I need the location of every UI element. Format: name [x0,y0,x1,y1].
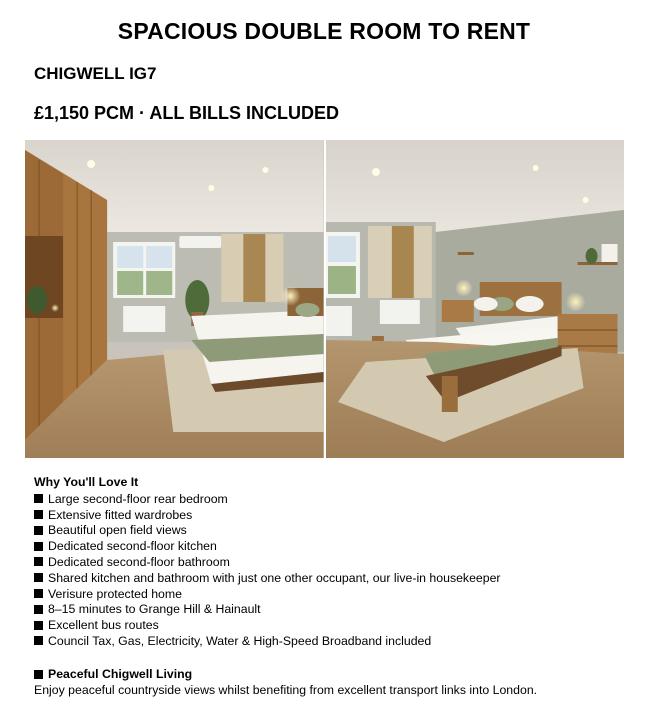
feature-text: Verisure protected home [48,586,182,601]
features-heading: Why You'll Love It [34,475,139,489]
features-list [34,492,634,650]
living-heading: Peaceful Chigwell Living [48,667,193,681]
bedroom-photo-bed-image [326,140,625,458]
bullet-square-icon [34,605,43,614]
feature-list-item [34,555,634,571]
bedroom-photo-wardrobes [25,140,324,458]
feature-text: Excellent bus routes [48,618,159,633]
bedroom-photo-bed [326,140,625,458]
feature-text: Extensive fitted wardrobes [48,507,193,522]
feature-text: Beautiful open field views [48,523,187,538]
feature-list-item [34,523,634,539]
bullet-square-icon [34,573,43,582]
bullet-square-icon [34,621,43,630]
feature-list-item [34,634,634,650]
bullet-square-icon [34,557,43,566]
living-text: Enjoy peaceful countryside views whilst benefiting from excellent transport links into London. [34,683,538,697]
feature-list-item [34,539,634,555]
feature-list-item [34,618,634,634]
feature-text: Dedicated second-floor bathroom [48,554,230,569]
listing-price: £1,150 PCM · ALL BILLS INCLUDED [34,103,340,123]
feature-list-item [34,587,634,603]
photo-gallery [25,140,624,458]
listing-title: SPACIOUS DOUBLE ROOM TO RENT [117,18,531,44]
features-section [34,475,634,650]
feature-list-item [34,508,634,524]
feature-list-item [34,602,634,618]
bullet-square-icon [34,670,43,679]
feature-text: Shared kitchen and bathroom with just one other occupant, our live-in housekeeper [48,570,501,585]
feature-text: Large second-floor rear bedroom [48,491,228,506]
listing-location: CHIGWELL IG7 [34,64,157,83]
feature-text: Council Tax, Gas, Electricity, Water & High-Speed Broadband included [48,633,432,648]
feature-text: Dedicated second-floor kitchen [48,539,217,554]
feature-list-item [34,571,634,587]
bullet-square-icon [34,636,43,645]
feature-text: 8–15 minutes to Grange Hill & Hainault [48,602,261,617]
bullet-square-icon [34,510,43,519]
bullet-square-icon [34,526,43,535]
bullet-square-icon [34,589,43,598]
living-section [34,666,634,698]
living-heading-row [34,666,634,682]
feature-list-item [34,492,634,508]
bullet-square-icon [34,494,43,503]
bedroom-photo-wardrobes-image [25,140,324,458]
bullet-square-icon [34,542,43,551]
